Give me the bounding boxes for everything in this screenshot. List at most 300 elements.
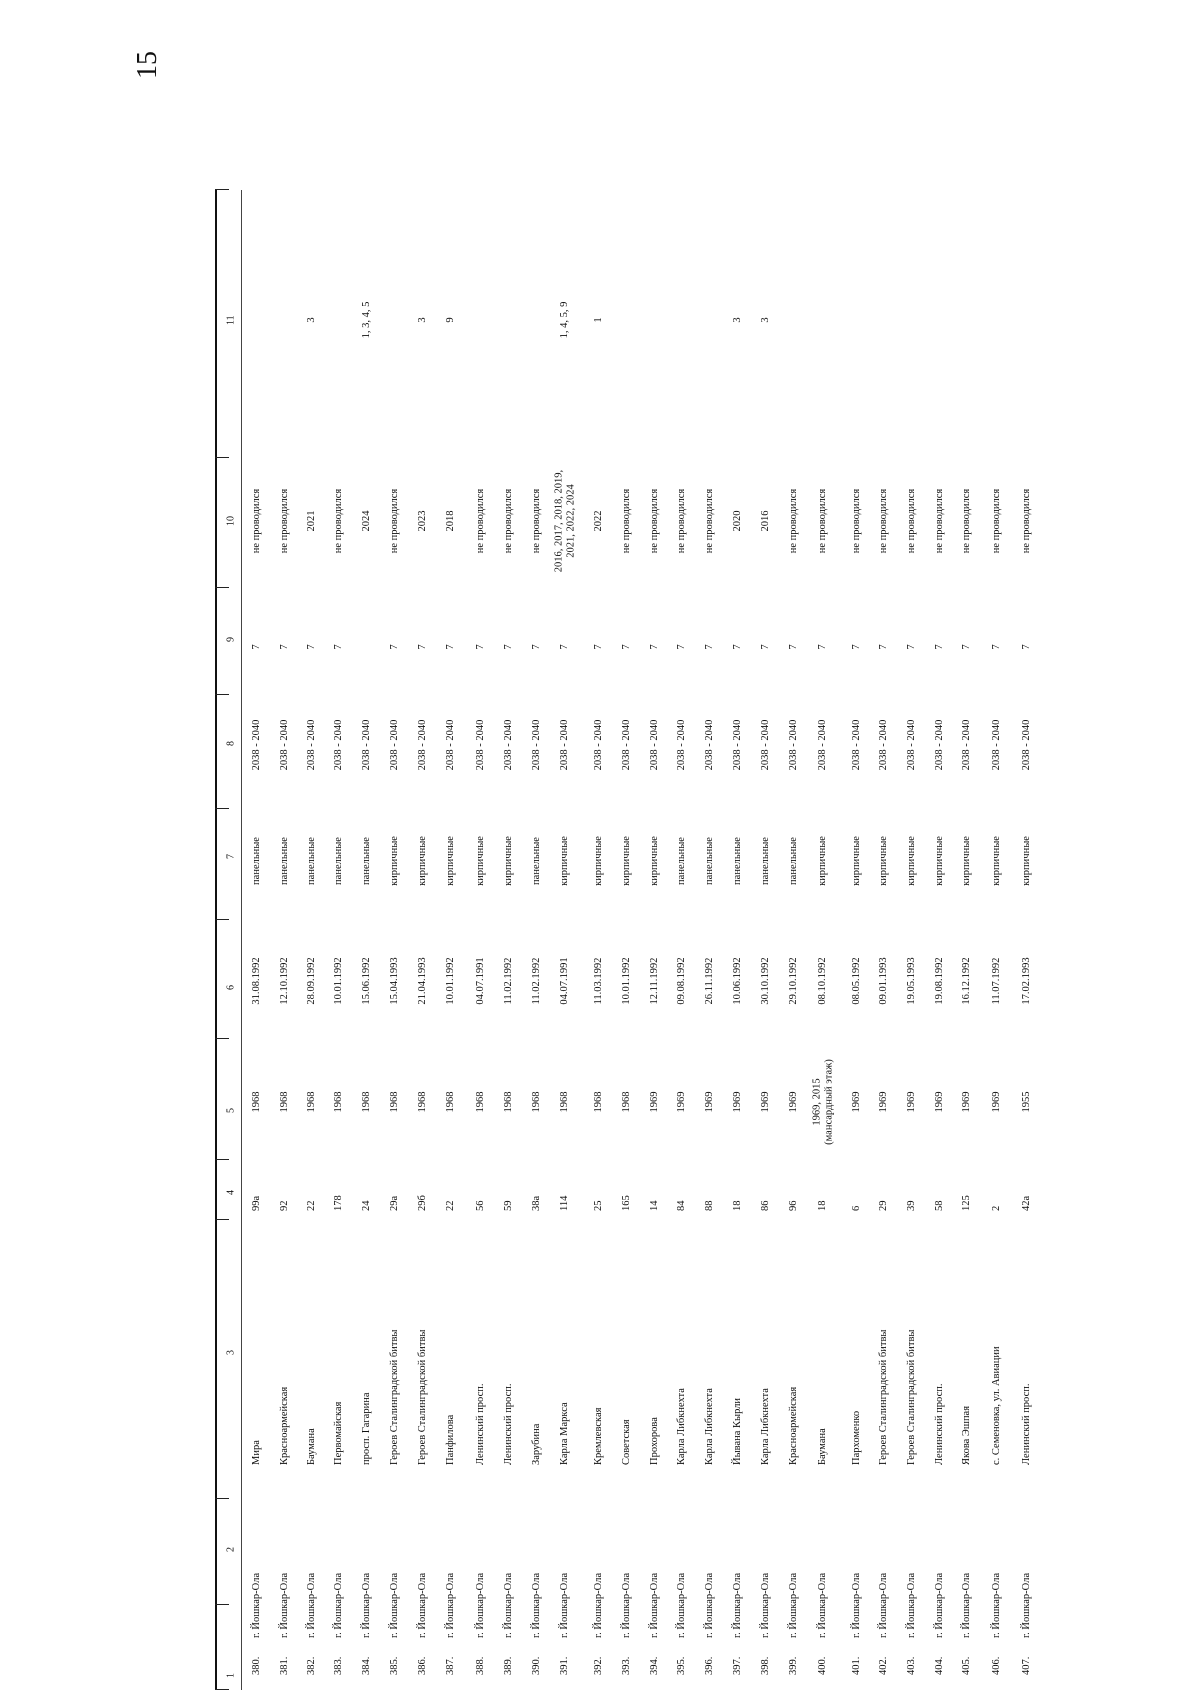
planned-period-cell: 2038 - 2040 bbox=[676, 719, 688, 771]
column-divider bbox=[215, 694, 229, 695]
table-top-rule bbox=[215, 190, 217, 1690]
register-table bbox=[215, 190, 1085, 1695]
planned-period-cell: 2038 - 2040 bbox=[961, 719, 973, 771]
street-cell: Баумана bbox=[817, 1428, 829, 1465]
city-cell: г. Йошкар-Ола bbox=[1021, 1572, 1033, 1638]
house-number-cell: 59 bbox=[503, 1200, 515, 1211]
column-9-cell: 7 bbox=[531, 644, 543, 650]
row-number: 388. bbox=[475, 1656, 487, 1675]
column-9-cell: 7 bbox=[991, 644, 1003, 650]
last-repair-cell: не проводился bbox=[961, 488, 973, 554]
wall-material-cell: кирпичные bbox=[906, 836, 918, 886]
street-cell: Якова Эшпая bbox=[961, 1405, 973, 1465]
row-number: 389. bbox=[503, 1656, 515, 1675]
row-number: 382. bbox=[306, 1656, 318, 1675]
date-cell: 08.10.1992 bbox=[817, 957, 829, 1005]
build-year-cell: 1968 bbox=[417, 1091, 429, 1113]
column-divider bbox=[215, 1498, 229, 1499]
build-year-cell: 1968 bbox=[559, 1091, 571, 1113]
date-cell: 28.09.1992 bbox=[306, 957, 318, 1005]
house-number-cell: 114 bbox=[559, 1195, 571, 1211]
planned-period-cell: 2038 - 2040 bbox=[279, 719, 291, 771]
date-cell: 08.05.1992 bbox=[851, 957, 863, 1005]
house-number-cell: 39 bbox=[906, 1200, 918, 1211]
date-cell: 11.07.1992 bbox=[991, 957, 1003, 1005]
planned-period-cell: 2038 - 2040 bbox=[361, 719, 373, 771]
page-number: 15 bbox=[132, 51, 163, 79]
row-number: 394. bbox=[649, 1656, 661, 1675]
planned-period-cell: 2038 - 2040 bbox=[333, 719, 345, 771]
column-divider bbox=[215, 808, 229, 809]
wall-material-cell: кирпичные bbox=[1021, 836, 1033, 886]
house-number-cell: 96 bbox=[788, 1200, 800, 1211]
column-9-cell: 7 bbox=[851, 644, 863, 650]
row-number: 397. bbox=[732, 1656, 744, 1675]
column-number-11: 11 bbox=[225, 315, 237, 325]
street-cell: Прохорова bbox=[649, 1417, 661, 1465]
wall-material-cell: кирпичные bbox=[961, 836, 973, 886]
wall-material-cell: кирпичные bbox=[417, 836, 429, 886]
city-cell: г. Йошкар-Ола bbox=[649, 1572, 661, 1638]
street-cell: Героев Сталинградской битвы bbox=[417, 1329, 429, 1465]
date-cell: 12.11.1992 bbox=[649, 957, 661, 1005]
wall-material-cell: кирпичные bbox=[445, 836, 457, 886]
city-cell: г. Йошкар-Ола bbox=[621, 1572, 633, 1638]
planned-period-cell: 2038 - 2040 bbox=[732, 719, 744, 771]
column-9-cell: 7 bbox=[593, 644, 605, 650]
wall-material-cell: панельные bbox=[788, 837, 800, 885]
street-cell: Карла Либкнехта bbox=[760, 1388, 772, 1465]
house-number-cell: 14 bbox=[649, 1200, 661, 1211]
wall-material-cell: панельные bbox=[361, 837, 373, 885]
column-9-cell: 7 bbox=[1021, 644, 1033, 650]
house-number-cell: 25 bbox=[593, 1200, 605, 1211]
build-year-cell: 1969 bbox=[732, 1091, 744, 1113]
planned-period-cell: 2038 - 2040 bbox=[417, 719, 429, 771]
date-cell: 19.08.1992 bbox=[934, 957, 946, 1005]
work-types-cell: 3 bbox=[732, 317, 744, 323]
street-cell: Мира bbox=[251, 1440, 263, 1465]
row-number: 402. bbox=[878, 1656, 890, 1675]
last-repair-cell: не проводился bbox=[704, 488, 716, 554]
last-repair-cell: 2016 bbox=[760, 510, 772, 532]
house-number-cell: 22 bbox=[306, 1200, 318, 1211]
date-cell: 15.04.1993 bbox=[389, 957, 401, 1005]
city-cell: г. Йошкар-Ола bbox=[503, 1572, 515, 1638]
column-9-cell: 7 bbox=[704, 644, 716, 650]
wall-material-cell: кирпичные bbox=[621, 836, 633, 886]
work-types-cell: 9 bbox=[445, 317, 457, 323]
row-number: 383. bbox=[333, 1656, 345, 1675]
column-divider bbox=[215, 1604, 229, 1605]
last-repair-cell: не проводился bbox=[934, 488, 946, 554]
row-number: 395. bbox=[676, 1656, 688, 1675]
column-divider bbox=[215, 1689, 229, 1690]
street-cell: Ленинский просп. bbox=[934, 1383, 946, 1465]
wall-material-cell: панельные bbox=[251, 837, 263, 885]
row-number: 391. bbox=[559, 1656, 571, 1675]
last-repair-cell: не проводился bbox=[906, 488, 918, 554]
house-number-cell: 29б bbox=[417, 1195, 429, 1211]
build-year-cell: 1969 bbox=[934, 1091, 946, 1113]
street-cell: Пархоменко bbox=[851, 1410, 863, 1465]
column-9-cell: 7 bbox=[503, 644, 515, 650]
date-cell: 26.11.1992 bbox=[704, 957, 716, 1005]
row-number: 390. bbox=[531, 1656, 543, 1675]
city-cell: г. Йошкар-Ола bbox=[991, 1572, 1003, 1638]
column-9-cell: 7 bbox=[279, 644, 291, 650]
street-cell: Кремлевская bbox=[593, 1407, 605, 1465]
street-cell: просп. Гагарина bbox=[361, 1392, 373, 1465]
last-repair-cell: не проводился bbox=[503, 488, 515, 554]
planned-period-cell: 2038 - 2040 bbox=[531, 719, 543, 771]
row-number: 384. bbox=[361, 1656, 373, 1675]
build-year-cell: 1968 bbox=[621, 1091, 633, 1113]
wall-material-cell: кирпичные bbox=[991, 836, 1003, 886]
planned-period-cell: 2038 - 2040 bbox=[851, 719, 863, 771]
street-cell: Зарубина bbox=[531, 1423, 543, 1465]
city-cell: г. Йошкар-Ола bbox=[788, 1572, 800, 1638]
city-cell: г. Йошкар-Ола bbox=[559, 1572, 571, 1638]
date-cell: 10.01.1992 bbox=[621, 957, 633, 1005]
street-cell: Красноармейская bbox=[788, 1386, 800, 1465]
wall-material-cell: кирпичные bbox=[649, 836, 661, 886]
wall-material-cell: кирпичные bbox=[389, 836, 401, 886]
wall-material-cell: кирпичные bbox=[559, 836, 571, 886]
date-cell: 09.01.1993 bbox=[878, 957, 890, 1005]
row-number: 403. bbox=[906, 1656, 918, 1675]
row-number: 400. bbox=[817, 1656, 829, 1675]
house-number-cell: 84 bbox=[676, 1200, 688, 1211]
date-cell: 11.02.1992 bbox=[503, 957, 515, 1005]
date-cell: 11.02.1992 bbox=[531, 957, 543, 1005]
column-number-1: 1 bbox=[225, 1673, 237, 1678]
date-cell: 19.05.1993 bbox=[906, 957, 918, 1005]
build-year-cell: 1969, 2015 (мансардный этаж) bbox=[811, 1059, 834, 1145]
street-cell: Карла Либкнехта bbox=[676, 1388, 688, 1465]
planned-period-cell: 2038 - 2040 bbox=[649, 719, 661, 771]
build-year-cell: 1969 bbox=[649, 1091, 661, 1113]
build-year-cell: 1969 bbox=[704, 1091, 716, 1113]
house-number-cell: 42а bbox=[1021, 1195, 1033, 1211]
column-divider bbox=[215, 457, 229, 458]
build-year-cell: 1955 bbox=[1021, 1091, 1033, 1113]
work-types-cell: 1, 4, 5, 9 bbox=[559, 301, 571, 339]
work-types-cell: 3 bbox=[417, 317, 429, 323]
work-types-cell: 1 bbox=[593, 317, 605, 323]
work-types-cell: 1, 3, 4, 5 bbox=[361, 301, 373, 339]
city-cell: г. Йошкар-Ола bbox=[961, 1572, 973, 1638]
city-cell: г. Йошкар-Ола bbox=[279, 1572, 291, 1638]
build-year-cell: 1968 bbox=[333, 1091, 345, 1113]
wall-material-cell: панельные bbox=[531, 837, 543, 885]
planned-period-cell: 2038 - 2040 bbox=[1021, 719, 1033, 771]
city-cell: г. Йошкар-Ола bbox=[389, 1572, 401, 1638]
date-cell: 16.12.1992 bbox=[961, 957, 973, 1005]
row-number: 404. bbox=[934, 1656, 946, 1675]
column-9-cell: 7 bbox=[417, 644, 429, 650]
column-number-5: 5 bbox=[225, 1108, 237, 1113]
column-9-cell: 7 bbox=[251, 644, 263, 650]
street-cell: Баумана bbox=[306, 1428, 318, 1465]
column-9-cell: 7 bbox=[475, 644, 487, 650]
last-repair-cell: 2024 bbox=[361, 510, 373, 532]
house-number-cell: 29а bbox=[389, 1195, 401, 1211]
row-number: 399. bbox=[788, 1656, 800, 1675]
column-number-2: 2 bbox=[225, 1547, 237, 1552]
planned-period-cell: 2038 - 2040 bbox=[817, 719, 829, 771]
city-cell: г. Йошкар-Ола bbox=[732, 1572, 744, 1638]
house-number-cell: 178 bbox=[333, 1195, 345, 1211]
date-cell: 04.07.1991 bbox=[559, 957, 571, 1005]
street-cell: Красноармейская bbox=[279, 1386, 291, 1465]
city-cell: г. Йошкар-Ола bbox=[906, 1572, 918, 1638]
column-number-10: 10 bbox=[225, 516, 237, 526]
date-cell: 12.10.1992 bbox=[279, 957, 291, 1005]
column-number-4: 4 bbox=[225, 1190, 237, 1195]
build-year-cell: 1969 bbox=[991, 1091, 1003, 1113]
house-number-cell: 22 bbox=[445, 1200, 457, 1211]
house-number-cell: 92 bbox=[279, 1200, 291, 1211]
last-repair-cell: не проводился bbox=[389, 488, 401, 554]
city-cell: г. Йошкар-Ола bbox=[531, 1572, 543, 1638]
house-number-cell: 58 bbox=[934, 1200, 946, 1211]
column-9-cell: 7 bbox=[961, 644, 973, 650]
last-repair-cell: не проводился bbox=[1021, 488, 1033, 554]
work-types-cell: 3 bbox=[760, 317, 772, 323]
column-9-cell: 7 bbox=[878, 644, 890, 650]
city-cell: г. Йошкар-Ола bbox=[333, 1572, 345, 1638]
last-repair-cell: 2021 bbox=[306, 510, 318, 532]
build-year-cell: 1968 bbox=[445, 1091, 457, 1113]
planned-period-cell: 2038 - 2040 bbox=[878, 719, 890, 771]
column-9-cell: 7 bbox=[445, 644, 457, 650]
column-9-cell: 7 bbox=[817, 644, 829, 650]
row-number: 393. bbox=[621, 1656, 633, 1675]
city-cell: г. Йошкар-Ола bbox=[704, 1572, 716, 1638]
date-cell: 10.06.1992 bbox=[732, 957, 744, 1005]
column-number-8: 8 bbox=[225, 741, 237, 746]
column-9-cell: 7 bbox=[306, 644, 318, 650]
build-year-cell: 1968 bbox=[593, 1091, 605, 1113]
row-number: 386. bbox=[417, 1656, 429, 1675]
last-repair-cell: не проводился bbox=[851, 488, 863, 554]
row-number: 380. bbox=[251, 1656, 263, 1675]
column-9-cell: 7 bbox=[934, 644, 946, 650]
planned-period-cell: 2038 - 2040 bbox=[306, 719, 318, 771]
planned-period-cell: 2038 - 2040 bbox=[760, 719, 772, 771]
street-cell: Карла Либкнехта bbox=[704, 1388, 716, 1465]
house-number-cell: 125 bbox=[961, 1195, 973, 1211]
wall-material-cell: кирпичные bbox=[851, 836, 863, 886]
city-cell: г. Йошкар-Ола bbox=[306, 1572, 318, 1638]
row-number: 406. bbox=[991, 1656, 1003, 1675]
street-cell: Ленинский просп. bbox=[1021, 1383, 1033, 1465]
house-number-cell: 24 bbox=[361, 1200, 373, 1211]
build-year-cell: 1968 bbox=[279, 1091, 291, 1113]
column-divider bbox=[215, 1038, 229, 1039]
build-year-cell: 1969 bbox=[961, 1091, 973, 1113]
column-divider bbox=[215, 1219, 229, 1220]
planned-period-cell: 2038 - 2040 bbox=[593, 719, 605, 771]
street-cell: Ленинский просп. bbox=[475, 1383, 487, 1465]
column-divider bbox=[215, 919, 229, 920]
column-9-cell: 7 bbox=[788, 644, 800, 650]
build-year-cell: 1968 bbox=[475, 1091, 487, 1113]
street-cell: с. Семеновка, ул. Авиации bbox=[991, 1346, 1003, 1465]
city-cell: г. Йошкар-Ола bbox=[878, 1572, 890, 1638]
last-repair-cell: 2023 bbox=[417, 510, 429, 532]
city-cell: г. Йошкар-Ола bbox=[417, 1572, 429, 1638]
wall-material-cell: кирпичные bbox=[475, 836, 487, 886]
row-number: 398. bbox=[760, 1656, 772, 1675]
planned-period-cell: 2038 - 2040 bbox=[251, 719, 263, 771]
column-9-cell: 7 bbox=[676, 644, 688, 650]
house-number-cell: 165 bbox=[621, 1195, 633, 1211]
street-cell: Карла Маркса bbox=[559, 1402, 571, 1465]
planned-period-cell: 2038 - 2040 bbox=[934, 719, 946, 771]
row-number: 392. bbox=[593, 1656, 605, 1675]
wall-material-cell: кирпичные bbox=[878, 836, 890, 886]
city-cell: г. Йошкар-Ола bbox=[593, 1572, 605, 1638]
row-number: 396. bbox=[704, 1656, 716, 1675]
column-number-3: 3 bbox=[225, 1350, 237, 1355]
column-9-cell: 7 bbox=[333, 644, 345, 650]
wall-material-cell: панельные bbox=[676, 837, 688, 885]
city-cell: г. Йошкар-Ола bbox=[817, 1572, 829, 1638]
build-year-cell: 1969 bbox=[878, 1091, 890, 1113]
street-cell: Героев Сталинградской битвы bbox=[389, 1329, 401, 1465]
build-year-cell: 1969 bbox=[851, 1091, 863, 1113]
column-9-cell: 7 bbox=[906, 644, 918, 650]
city-cell: г. Йошкар-Ола bbox=[475, 1572, 487, 1638]
wall-material-cell: кирпичные bbox=[593, 836, 605, 886]
city-cell: г. Йошкар-Ола bbox=[851, 1572, 863, 1638]
column-9-cell: 7 bbox=[760, 644, 772, 650]
row-number: 407. bbox=[1021, 1656, 1033, 1675]
build-year-cell: 1968 bbox=[306, 1091, 318, 1113]
wall-material-cell: кирпичные bbox=[934, 836, 946, 886]
planned-period-cell: 2038 - 2040 bbox=[559, 719, 571, 771]
column-divider bbox=[215, 189, 229, 190]
column-9-cell: 7 bbox=[649, 644, 661, 650]
planned-period-cell: 2038 - 2040 bbox=[906, 719, 918, 771]
row-number: 387. bbox=[445, 1656, 457, 1675]
row-number: 385. bbox=[389, 1656, 401, 1675]
street-cell: Советская bbox=[621, 1419, 633, 1465]
build-year-cell: 1968 bbox=[251, 1091, 263, 1113]
last-repair-cell: не проводился bbox=[788, 488, 800, 554]
build-year-cell: 1969 bbox=[906, 1091, 918, 1113]
column-number-9: 9 bbox=[225, 637, 237, 642]
build-year-cell: 1968 bbox=[389, 1091, 401, 1113]
city-cell: г. Йошкар-Ола bbox=[445, 1572, 457, 1638]
row-number: 405. bbox=[961, 1656, 973, 1675]
street-cell: Панфилова bbox=[445, 1414, 457, 1465]
date-cell: 09.08.1992 bbox=[676, 957, 688, 1005]
column-divider bbox=[215, 587, 229, 588]
wall-material-cell: кирпичные bbox=[817, 836, 829, 886]
street-cell: Йывана Кырли bbox=[732, 1397, 744, 1465]
last-repair-cell: не проводился bbox=[649, 488, 661, 554]
wall-material-cell: панельные bbox=[279, 837, 291, 885]
last-repair-cell: не проводился bbox=[279, 488, 291, 554]
city-cell: г. Йошкар-Ола bbox=[251, 1572, 263, 1638]
build-year-cell: 1969 bbox=[676, 1091, 688, 1113]
city-cell: г. Йошкар-Ола bbox=[934, 1572, 946, 1638]
wall-material-cell: панельные bbox=[306, 837, 318, 885]
column-number-6: 6 bbox=[225, 985, 237, 990]
planned-period-cell: 2038 - 2040 bbox=[991, 719, 1003, 771]
column-9-cell: 7 bbox=[389, 644, 401, 650]
date-cell: 11.03.1992 bbox=[593, 957, 605, 1005]
house-number-cell: 38а bbox=[531, 1195, 543, 1211]
planned-period-cell: 2038 - 2040 bbox=[445, 719, 457, 771]
street-cell: Ленинский просп. bbox=[503, 1383, 515, 1465]
work-types-cell: 3 bbox=[306, 317, 318, 323]
last-repair-cell: 2022 bbox=[593, 510, 605, 532]
planned-period-cell: 2038 - 2040 bbox=[503, 719, 515, 771]
column-9-cell: 7 bbox=[732, 644, 744, 650]
date-cell: 17.02.1993 bbox=[1021, 957, 1033, 1005]
house-number-cell: 18 bbox=[817, 1200, 829, 1211]
house-number-cell: 56 bbox=[475, 1200, 487, 1211]
table-header-rule bbox=[241, 190, 242, 1690]
last-repair-cell: 2018 bbox=[445, 510, 457, 532]
planned-period-cell: 2038 - 2040 bbox=[704, 719, 716, 771]
last-repair-cell: не проводился bbox=[333, 488, 345, 554]
date-cell: 10.01.1992 bbox=[333, 957, 345, 1005]
last-repair-cell: не проводился bbox=[621, 488, 633, 554]
build-year-cell: 1968 bbox=[531, 1091, 543, 1113]
build-year-cell: 1968 bbox=[503, 1091, 515, 1113]
wall-material-cell: панельные bbox=[333, 837, 345, 885]
last-repair-cell: не проводился bbox=[817, 488, 829, 554]
house-number-cell: 86 bbox=[760, 1200, 772, 1211]
last-repair-cell: не проводился bbox=[878, 488, 890, 554]
wall-material-cell: панельные bbox=[704, 837, 716, 885]
city-cell: г. Йошкар-Ола bbox=[760, 1572, 772, 1638]
last-repair-cell: не проводился bbox=[475, 488, 487, 554]
wall-material-cell: панельные bbox=[732, 837, 744, 885]
city-cell: г. Йошкар-Ола bbox=[361, 1572, 373, 1638]
house-number-cell: 88 bbox=[704, 1200, 716, 1211]
planned-period-cell: 2038 - 2040 bbox=[621, 719, 633, 771]
row-number: 401. bbox=[851, 1656, 863, 1675]
house-number-cell: 99а bbox=[251, 1195, 263, 1211]
column-9-cell: 7 bbox=[621, 644, 633, 650]
build-year-cell: 1968 bbox=[361, 1091, 373, 1113]
last-repair-cell: 2020 bbox=[732, 510, 744, 532]
last-repair-cell: не проводился bbox=[251, 488, 263, 554]
column-number-7: 7 bbox=[225, 854, 237, 859]
wall-material-cell: панельные bbox=[760, 837, 772, 885]
date-cell: 21.04.1993 bbox=[417, 957, 429, 1005]
date-cell: 31.08.1992 bbox=[251, 957, 263, 1005]
planned-period-cell: 2038 - 2040 bbox=[788, 719, 800, 771]
planned-period-cell: 2038 - 2040 bbox=[475, 719, 487, 771]
street-cell: Героев Сталинградской битвы bbox=[878, 1329, 890, 1465]
street-cell: Первомайская bbox=[333, 1401, 345, 1465]
last-repair-cell: не проводился bbox=[676, 488, 688, 554]
date-cell: 04.07.1991 bbox=[475, 957, 487, 1005]
date-cell: 15.06.1992 bbox=[361, 957, 373, 1005]
column-divider bbox=[215, 1159, 229, 1160]
city-cell: г. Йошкар-Ола bbox=[676, 1572, 688, 1638]
last-repair-cell: не проводился bbox=[991, 488, 1003, 554]
build-year-cell: 1969 bbox=[788, 1091, 800, 1113]
wall-material-cell: кирпичные bbox=[503, 836, 515, 886]
